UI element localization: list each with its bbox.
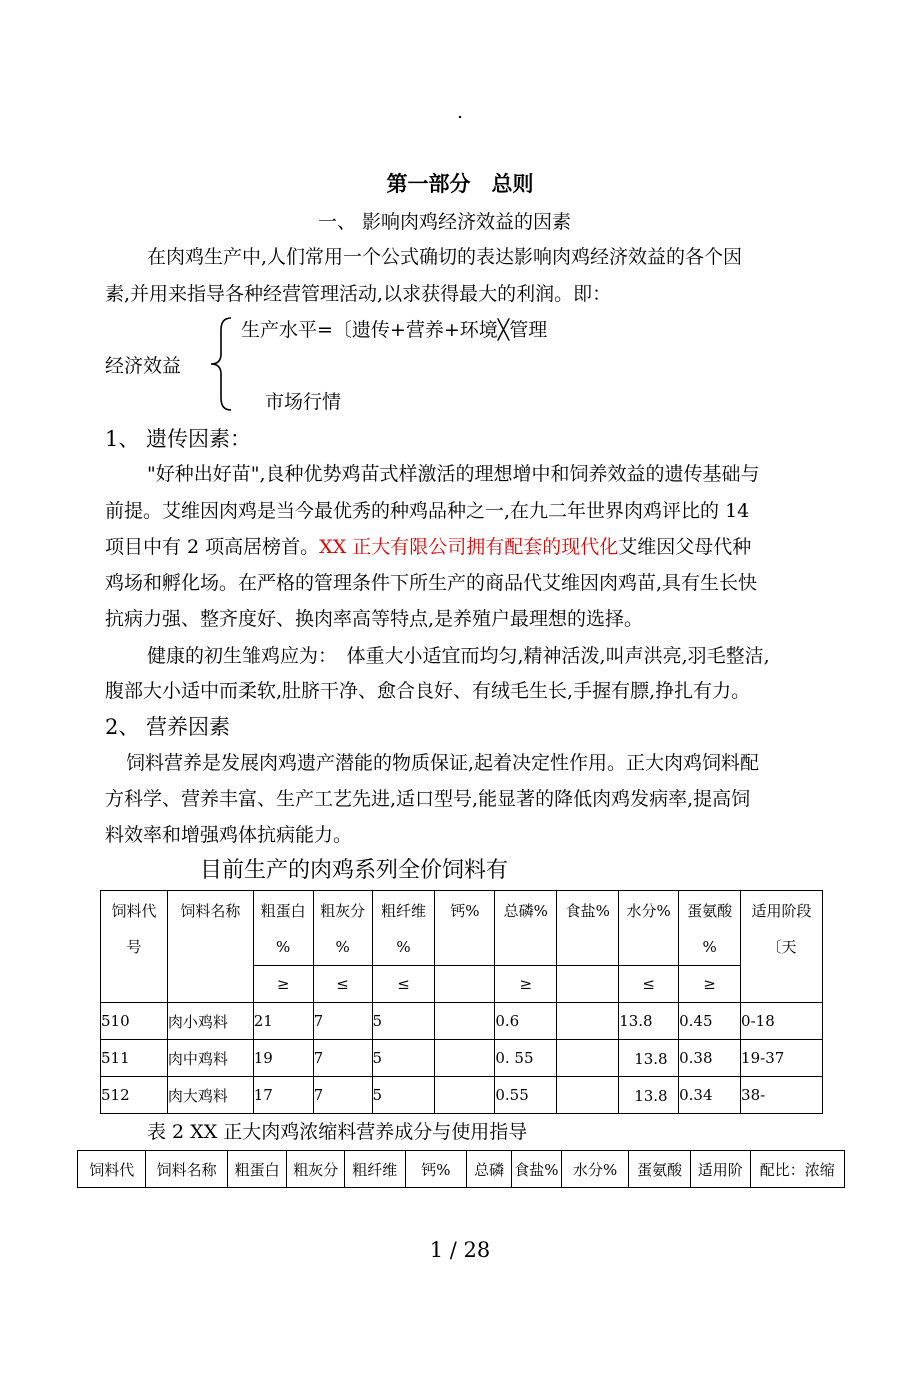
header-cell: 粗纤维 % [372, 891, 435, 966]
table-cell: 肉小鸡料 [167, 1003, 253, 1040]
table-cell: 肉中鸡料 [167, 1040, 253, 1077]
table-cell: 0.6 [495, 1003, 557, 1040]
nutrition-line: 方科学、营养丰富、生产工艺先进,适口型号,能显著的降低肉鸡发病率,提高饲 [105, 788, 751, 810]
section-heading: 一、 影响肉鸡经济效益的因素 [318, 211, 572, 233]
table-cell: 5 [372, 1003, 435, 1040]
text: 项目中有 2 项高居榜首。 [105, 536, 320, 558]
table-cell: 0.45 [679, 1003, 741, 1040]
formula-bottom: 市场行情 [265, 391, 342, 413]
table1-caption: 目前生产的肉鸡系列全价饲料有 [200, 858, 509, 883]
table-cell: 38- [741, 1077, 823, 1114]
header-mark: . [457, 101, 464, 123]
table-cell: 5 [372, 1040, 435, 1077]
highlight-text: XX 正大有限公司拥有配套的现代化 [319, 536, 619, 558]
table-cell: 7 [313, 1040, 372, 1077]
table-cell: 7 [313, 1003, 372, 1040]
genetics-line [105, 535, 751, 559]
sign-cell: ≤ [313, 966, 372, 1003]
header-cell: 食盐% [511, 1151, 561, 1188]
sign-cell: ≤ [372, 966, 435, 1003]
table-row [101, 1003, 823, 1040]
genetics-line: 鸡场和孵化场。在严格的管理条件下所生产的商品代艾维因肉鸡苗,具有生长快 [105, 572, 758, 594]
brace-icon [205, 316, 235, 412]
sign-cell: ≥ [679, 966, 741, 1003]
genetics-line: 抗病力强、整齐度好、换肉率高等特点,是养殖户最理想的选择。 [105, 608, 644, 630]
header-cell: 粗灰分 % [313, 891, 372, 966]
table-cell: 0. 55 [495, 1040, 557, 1077]
sign-cell [435, 966, 495, 1003]
genetics-line: 前提。艾维因肉鸡是当今最优秀的种鸡品种之一,在九二年世界肉鸡评比的 14 [105, 500, 750, 522]
intro-line: 素,并用来指导各种经营管理活动,以求获得最大的利润。即： [105, 283, 612, 305]
table-cell: 17 [253, 1077, 313, 1114]
table-cell: 13.8 [619, 1040, 679, 1077]
table-cell: 13.8 [619, 1003, 679, 1040]
sign-cell: ≥ [495, 966, 557, 1003]
sign-cell: ≥ [253, 966, 313, 1003]
table-cell: 5 [372, 1077, 435, 1114]
table-row [101, 1040, 823, 1077]
header-cell: 蛋氨酸 [629, 1151, 691, 1188]
genetics-line: 健康的初生雏鸡应为： 体重大小适宜而均匀,精神活泼,叫声洪亮,羽毛整洁, [147, 645, 770, 667]
header-cell: 水分% [619, 891, 679, 966]
header-cell: 粗蛋白 [227, 1151, 287, 1188]
table-cell: 0-18 [741, 1003, 823, 1040]
header-cell: 饲料代 号 [101, 891, 168, 1003]
table-cell [557, 1077, 619, 1114]
table-cell: 510 [101, 1003, 168, 1040]
page-title: 第一部分 总则 [386, 171, 534, 196]
text: 艾维因父母代种 [618, 536, 752, 558]
table-cell: 0.38 [679, 1040, 741, 1077]
header-cell: 适用阶段 〔天 [741, 891, 823, 1003]
genetics-line: "好种出好苗",良种优势鸡苗式样激活的理想增中和饲养效益的遗传基础与 [147, 463, 760, 485]
table-cell: 511 [101, 1040, 168, 1077]
header-cell: 饲料名称 [167, 891, 253, 1003]
genetics-line: 腹部大小适中而柔软,肚脐干净、愈合良好、有绒毛生长,手握有膘,挣扎有力。 [105, 680, 751, 702]
table-cell: 19 [253, 1040, 313, 1077]
table-cell: 7 [313, 1077, 372, 1114]
table-cell [435, 1003, 495, 1040]
header-cell: 食盐% [557, 891, 619, 966]
table-cell [435, 1040, 495, 1077]
table-cell: 13.8 [619, 1077, 679, 1114]
table-cell [557, 1003, 619, 1040]
table-cell: 0.34 [679, 1077, 741, 1114]
formula-left: 经济效益 [105, 355, 182, 377]
header-cell: 饲料名称 [146, 1151, 227, 1188]
table-cell [435, 1077, 495, 1114]
nutrition-line: 料效率和增强鸡体抗病能力。 [105, 824, 353, 846]
formula-top: 生产水平=〔遗传+营养+环境╳管理 [241, 319, 548, 341]
feed-table [100, 890, 823, 1114]
header-cell: 粗灰分 [287, 1151, 345, 1188]
table-cell: 19-37 [741, 1040, 823, 1077]
heading-nutrition: 2、 营养因素 [105, 715, 231, 739]
nutrition-line: 饲料营养是发展肉鸡遗产潜能的物质保证,起着决定性作用。正大肉鸡饲料配 [126, 752, 760, 774]
intro-line: 在肉鸡生产中,人们常用一个公式确切的表达影响肉鸡经济效益的各个因 [147, 246, 743, 268]
concentrate-table [77, 1150, 845, 1188]
page-number: 1 / 28 [429, 1238, 491, 1262]
header-cell: 钙% [435, 891, 495, 966]
table-cell [557, 1040, 619, 1077]
header-cell: 水分% [561, 1151, 629, 1188]
table-cell: 肉大鸡料 [167, 1077, 253, 1114]
table2-caption: 表 2 XX 正大肉鸡浓缩料营养成分与使用指导 [147, 1121, 528, 1143]
header-cell: 蛋氨酸 % [679, 891, 741, 966]
sign-cell: ≤ [619, 966, 679, 1003]
header-cell: 粗纤维 [345, 1151, 406, 1188]
header-cell: 钙% [405, 1151, 467, 1188]
header-cell: 粗蛋白 % [253, 891, 313, 966]
header-cell: 配比：浓缩 [750, 1151, 844, 1188]
header-cell: 饲料代 [78, 1151, 146, 1188]
table-row [101, 1077, 823, 1114]
table-cell: 21 [253, 1003, 313, 1040]
header-cell: 总磷% [495, 891, 557, 966]
heading-genetics: 1、 遗传因素： [105, 427, 252, 451]
table-cell: 512 [101, 1077, 168, 1114]
sign-cell [557, 966, 619, 1003]
header-cell: 适用阶 [690, 1151, 750, 1188]
header-cell: 总磷 [467, 1151, 512, 1188]
table-cell: 0.55 [495, 1077, 557, 1114]
